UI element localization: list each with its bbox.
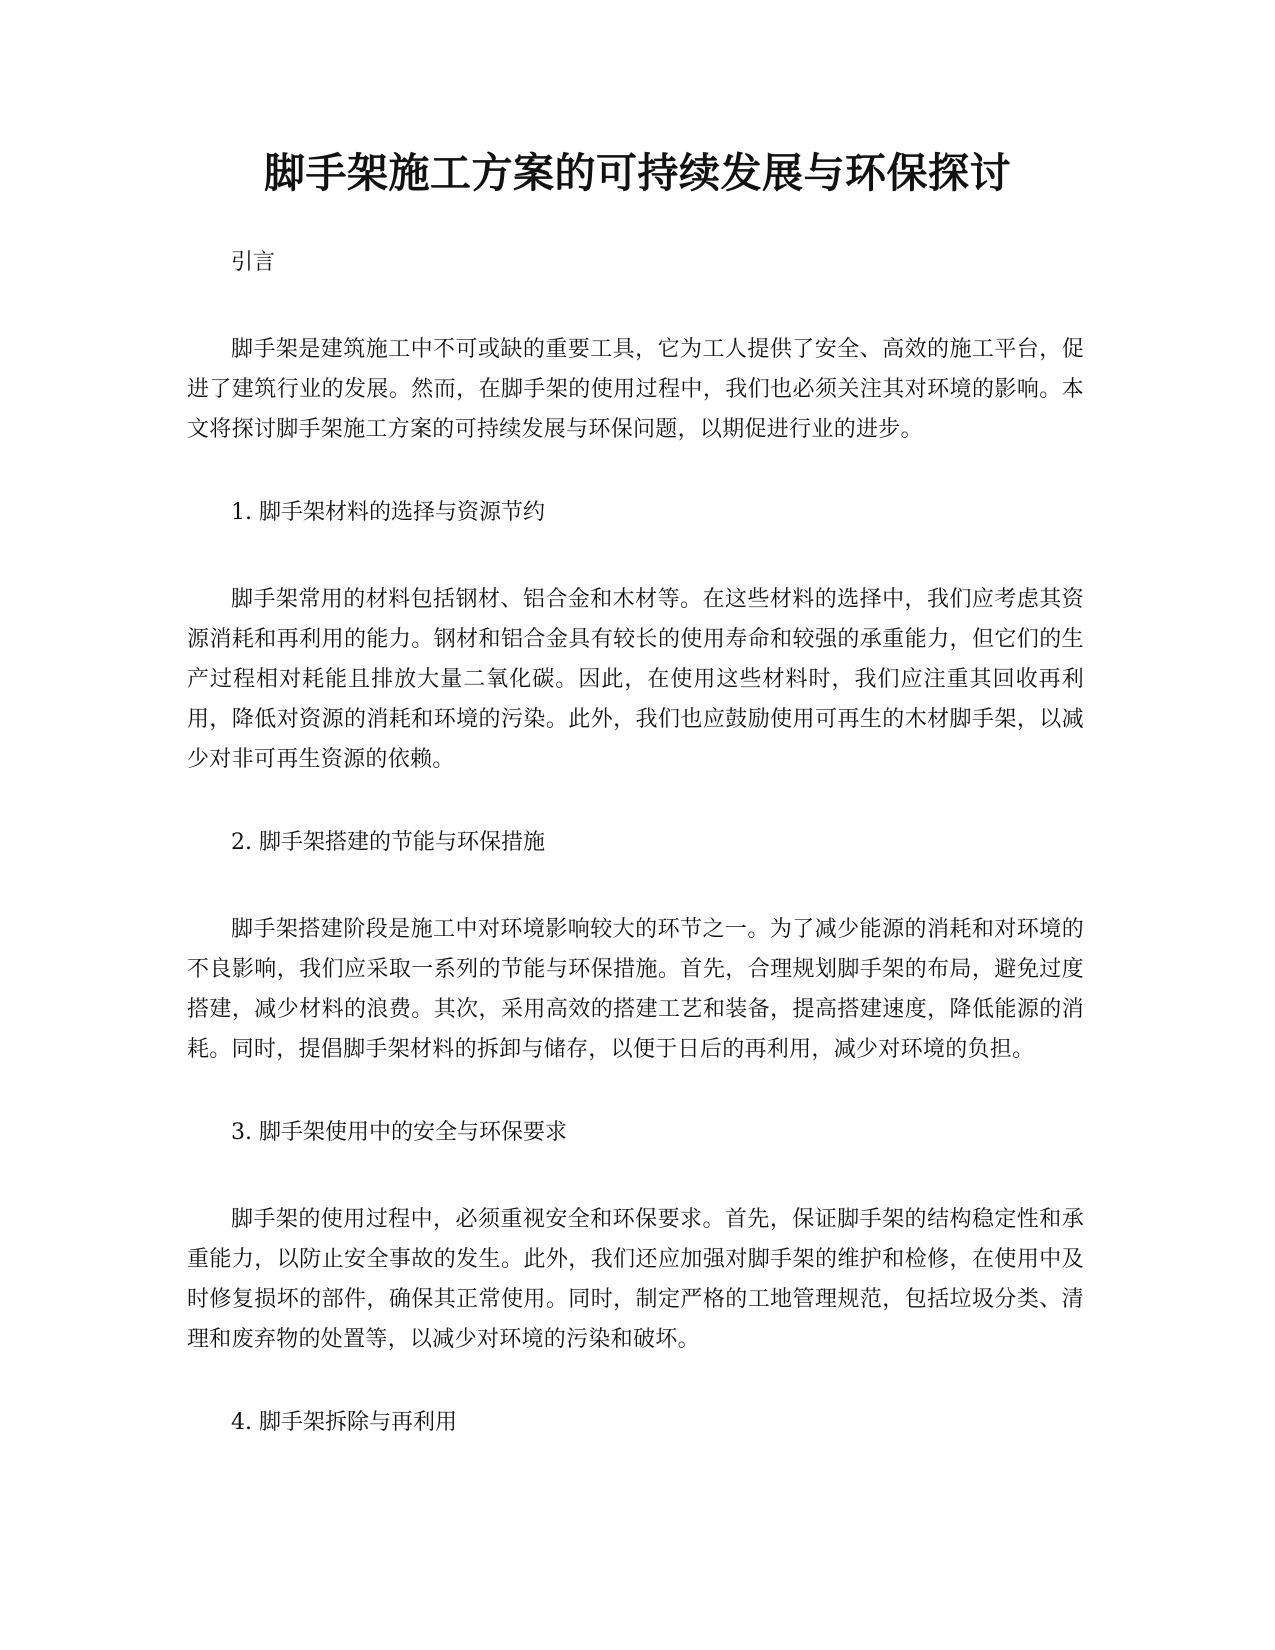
spacer xyxy=(187,1360,1084,1403)
spacer xyxy=(187,533,1084,580)
spacer xyxy=(187,1153,1084,1200)
spacer xyxy=(187,283,1084,330)
section-3-paragraph: 脚手架的使用过程中，必须重视安全和环保要求。首先，保证脚手架的结构稳定性和承重能力，以防止安全事故的发生。此外，我们还应加强对脚手架的维护和检修，在使用中及时修复损坏的部件，确保其正常使用。同时，制定严格的工地管理规范，包括垃圾分类、清理和废弃物的处置等，以减少对环境的污染和破坏。 xyxy=(187,1207,1084,1352)
spacer xyxy=(187,450,1084,493)
section-2-heading: 2. 脚手架搭建的节能与环保措施 xyxy=(231,830,545,855)
section-1-heading: 1. 脚手架材料的选择与资源节约 xyxy=(231,500,545,525)
intro-paragraph: 脚手架是建筑施工中不可或缺的重要工具，它为工人提供了安全、高效的施工平台，促进了建筑行业的发展。然而，在脚手架的使用过程中，我们也必须关注其对环境的影响。本文将探讨脚手架施工方案的可持续发展与环保问题，以期促进行业的进步。 xyxy=(187,337,1084,442)
intro-heading: 引言 xyxy=(231,250,276,275)
section-1-paragraph: 脚手架常用的材料包括钢材、铝合金和木材等。在这些材料的选择中，我们应考虑其资源消耗和再利用的能力。钢材和铝合金具有较长的使用寿命和较强的承重能力，但它们的生产过程相对耗能且排放大量二氧化碳。因此，在使用这些材料时，我们应注重其回收再利用，降低对资源的消耗和环境的污染。此外，我们也应鼓励使用可再生的木材脚手架，以减少对非可再生资源的依赖。 xyxy=(187,587,1084,772)
section-4-heading: 4. 脚手架拆除与再利用 xyxy=(231,1410,457,1435)
document-body xyxy=(187,243,1084,1443)
section-3-heading: 3. 脚手架使用中的安全与环保要求 xyxy=(231,1120,567,1145)
spacer xyxy=(187,863,1084,910)
spacer xyxy=(187,1070,1084,1113)
spacer xyxy=(187,780,1084,823)
section-2-paragraph: 脚手架搭建阶段是施工中对环境影响较大的环节之一。为了减少能源的消耗和对环境的不良影响，我们应采取一系列的节能与环保措施。首先，合理规划脚手架的布局，避免过度搭建，减少材料的浪费。其次，采用高效的搭建工艺和装备，提高搭建速度，降低能源的消耗。同时，提倡脚手架材料的拆卸与储存，以便于日后的再利用，减少对环境的负担。 xyxy=(187,917,1084,1062)
document-title: 脚手架施工方案的可持续发展与环保探讨 xyxy=(264,149,1011,197)
